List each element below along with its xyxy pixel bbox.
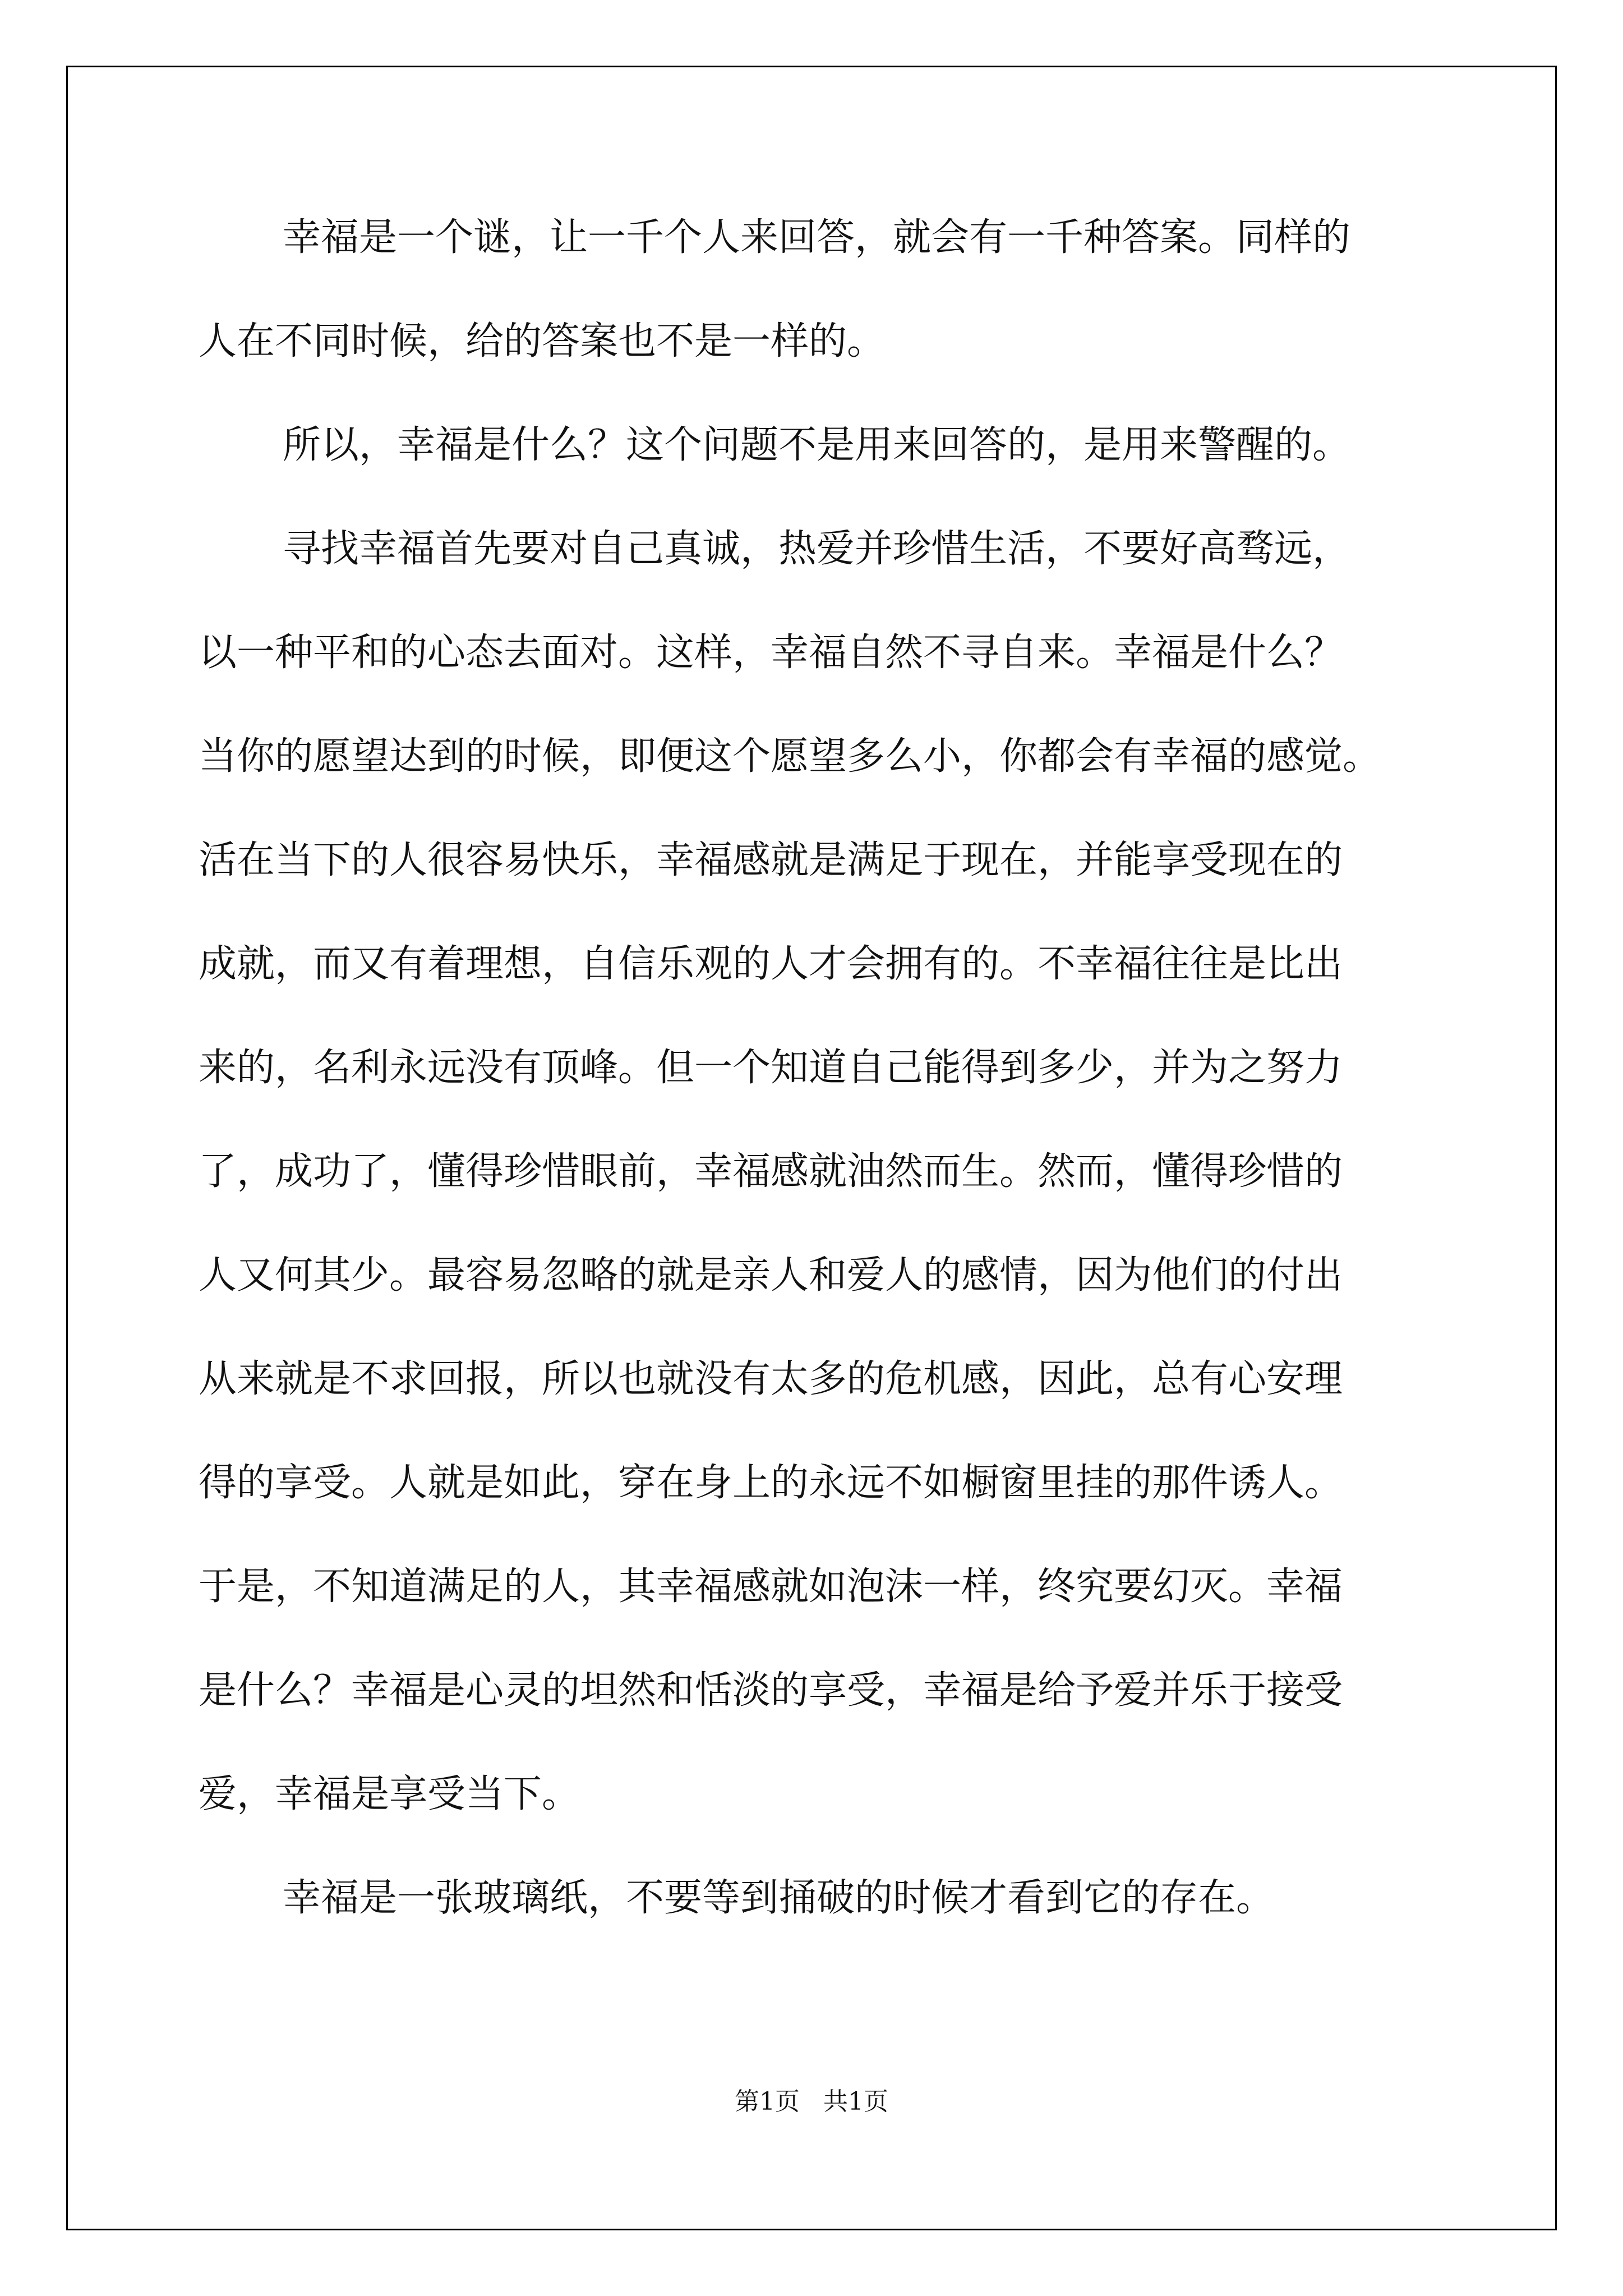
text-line: 来的，名利永远没有顶峰。但一个知道自己能得到多少，并为之努力 (199, 1046, 1343, 1090)
text-line: 活在当下的人很容易快乐，幸福感就是满足于现在，并能享受现在的 (199, 838, 1343, 882)
text-line: 幸福是一个谜，让一千个人来回答，就会有一千种答案。同样的 (283, 215, 1351, 260)
text-line: 以一种平和的心态去面对。这样，幸福自然不寻自来。幸福是什么？ (199, 631, 1343, 675)
text-line: 所以，幸福是什么？这个问题不是用来回答的，是用来警醒的。 (283, 423, 1351, 467)
text-line: 成就，而又有着理想，自信乐观的人才会拥有的。不幸福往往是比出 (199, 942, 1343, 986)
text-line: 得的享受。人就是如此，穿在身上的永远不如橱窗里挂的那件诱人。 (199, 1461, 1343, 1505)
page-footer (0, 2085, 1623, 2119)
text-line: 寻找幸福首先要对自己真诚，热爱并珍惜生活，不要好高骛远， (283, 527, 1351, 571)
page-total: 共1页 (823, 2087, 888, 2116)
text-line: 当你的愿望达到的时候，即便这个愿望多么小，你都会有幸福的感觉。 (199, 734, 1381, 779)
document-body (199, 211, 1432, 1975)
text-line: 是什么？幸福是心灵的坦然和恬淡的享受，幸福是给予爱并乐于接受 (199, 1668, 1343, 1713)
text-line: 了，成功了，懂得珍惜眼前，幸福感就油然而生。然而，懂得珍惜的 (199, 1149, 1343, 1194)
text-line: 爱，幸福是享受当下。 (199, 1772, 580, 1816)
text-line: 于是，不知道满足的人，其幸福感就如泡沫一样，终究要幻灭。幸福 (199, 1565, 1343, 1609)
page-number: 第1页 (735, 2087, 800, 2116)
text-line: 幸福是一张玻璃纸，不要等到捅破的时候才看到它的存在。 (283, 1876, 1275, 1920)
text-line: 人在不同时候，给的答案也不是一样的。 (199, 319, 886, 364)
text-line: 从来就是不求回报，所以也就没有太多的危机感，因此，总有心安理 (199, 1357, 1343, 1401)
text-line: 人又何其少。最容易忽略的就是亲人和爱人的感情，因为他们的付出 (199, 1253, 1343, 1297)
